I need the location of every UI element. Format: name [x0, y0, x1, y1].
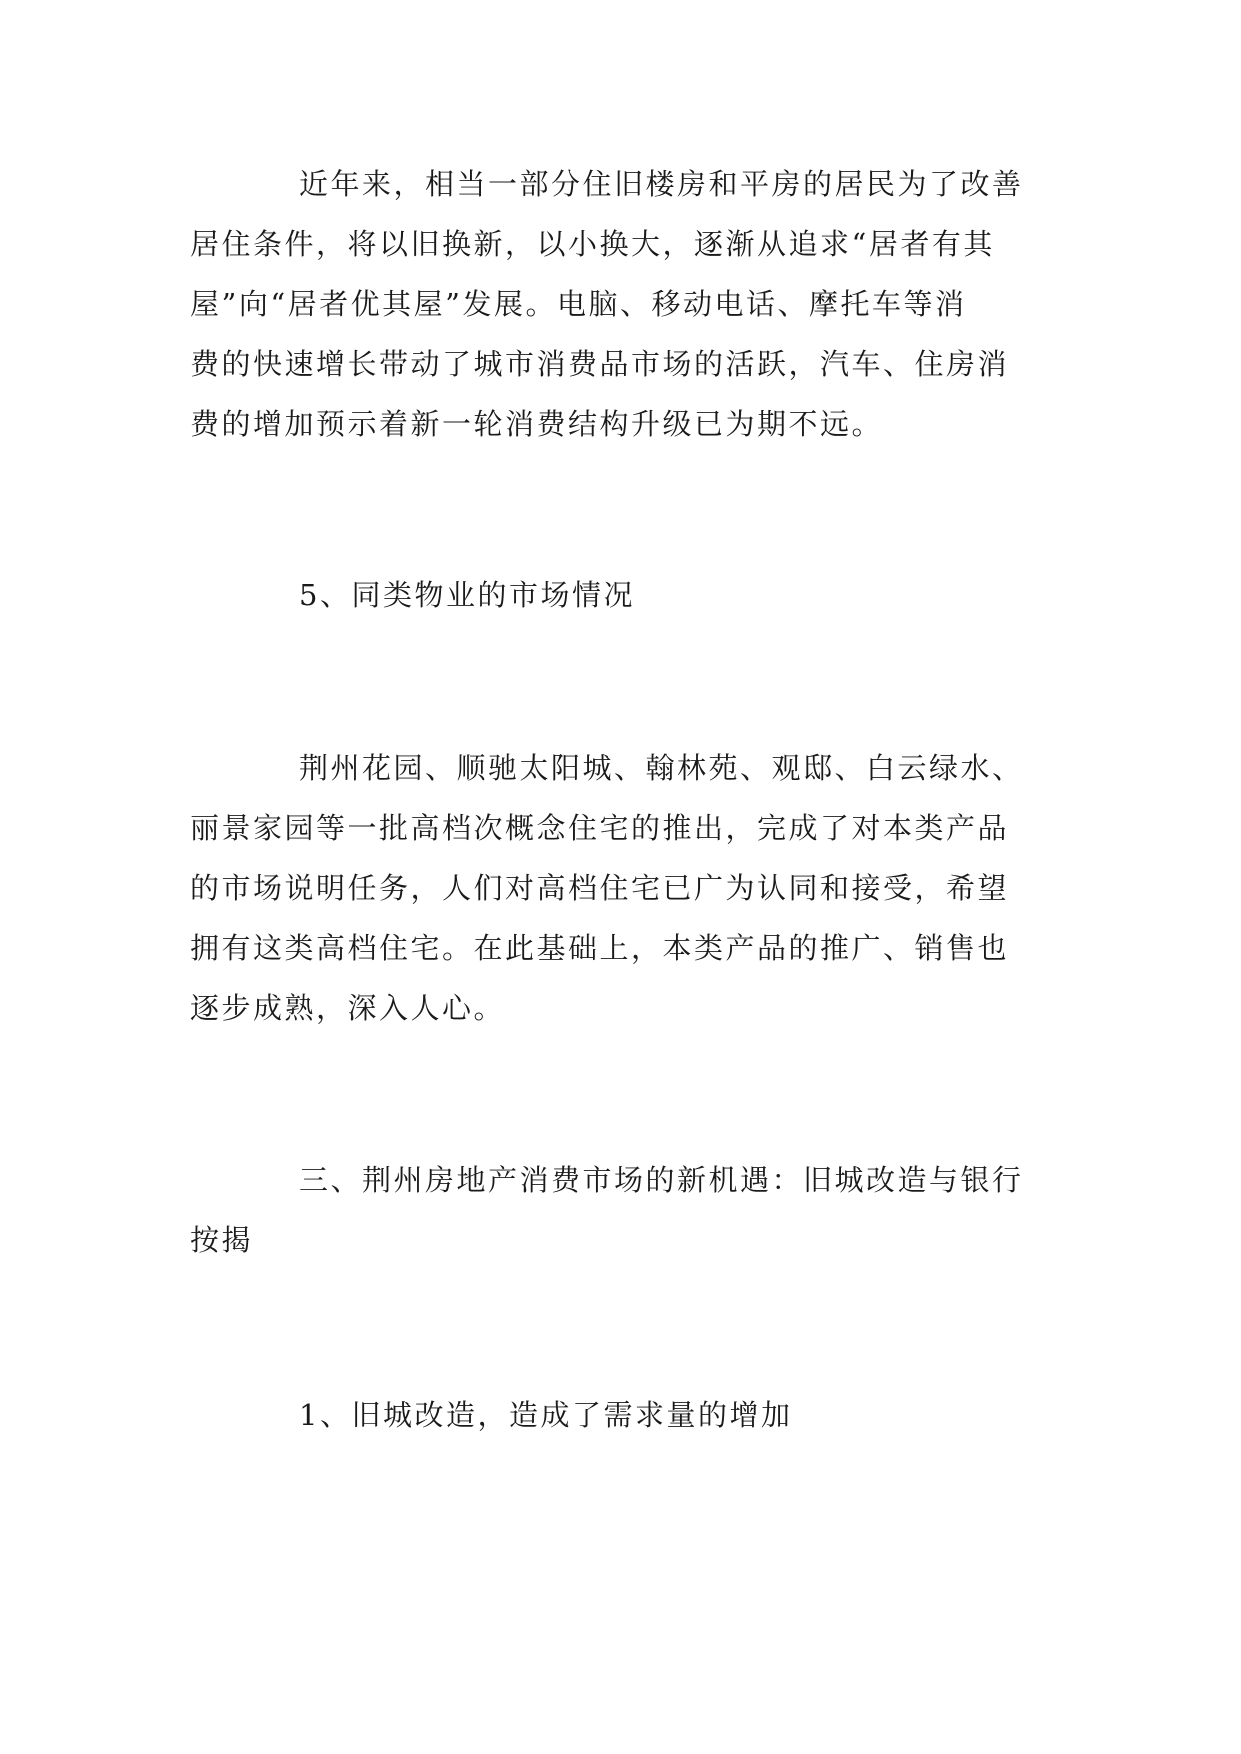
section-heading-old-city-renovation [190, 1385, 1060, 1445]
heading-text: 5、同类物业的市场情况 [299, 578, 635, 612]
paragraph-line: 屋”向“居者优其屋”发展。电脑、移动电话、摩托车等消 [190, 287, 967, 321]
paragraph-line: 荆州花园、顺驰太阳城、翰林苑、观邸、白云绿水、 [299, 751, 1024, 785]
paragraph-line: 居住条件，将以旧换新，以小换大，逐渐从追求“居者有其 [190, 227, 995, 261]
section-heading-new-opportunity [190, 1150, 1060, 1270]
paragraph-line: 费的快速增长带动了城市消费品市场的活跃，汽车、住房消 [190, 347, 1010, 381]
section-heading-similar-property [190, 565, 1060, 625]
heading-text: 1、旧城改造，造成了需求量的增加 [299, 1398, 793, 1432]
paragraph-line: 丽景家园等一批高档次概念住宅的推出，完成了对本类产品 [190, 811, 1010, 845]
paragraph-line: 逐步成熟，深入人心。 [190, 991, 506, 1025]
heading-line: 三、荆州房地产消费市场的新机遇：旧城改造与银行 [299, 1163, 1024, 1197]
paragraph-line: 的市场说明任务，人们对高档住宅已广为认同和接受，希望 [190, 871, 1010, 905]
paragraph-high-end-housing [190, 738, 1060, 1038]
paragraph-line: 近年来，相当一部分住旧楼房和平房的居民为了改善 [299, 167, 1024, 201]
heading-line: 按揭 [190, 1223, 254, 1257]
paragraph-line: 拥有这类高档住宅。在此基础上，本类产品的推广、销售也 [190, 931, 1010, 965]
paragraph-line: 费的增加预示着新一轮消费结构升级已为期不远。 [190, 407, 884, 441]
paragraph-consumption-upgrade [190, 154, 1060, 454]
